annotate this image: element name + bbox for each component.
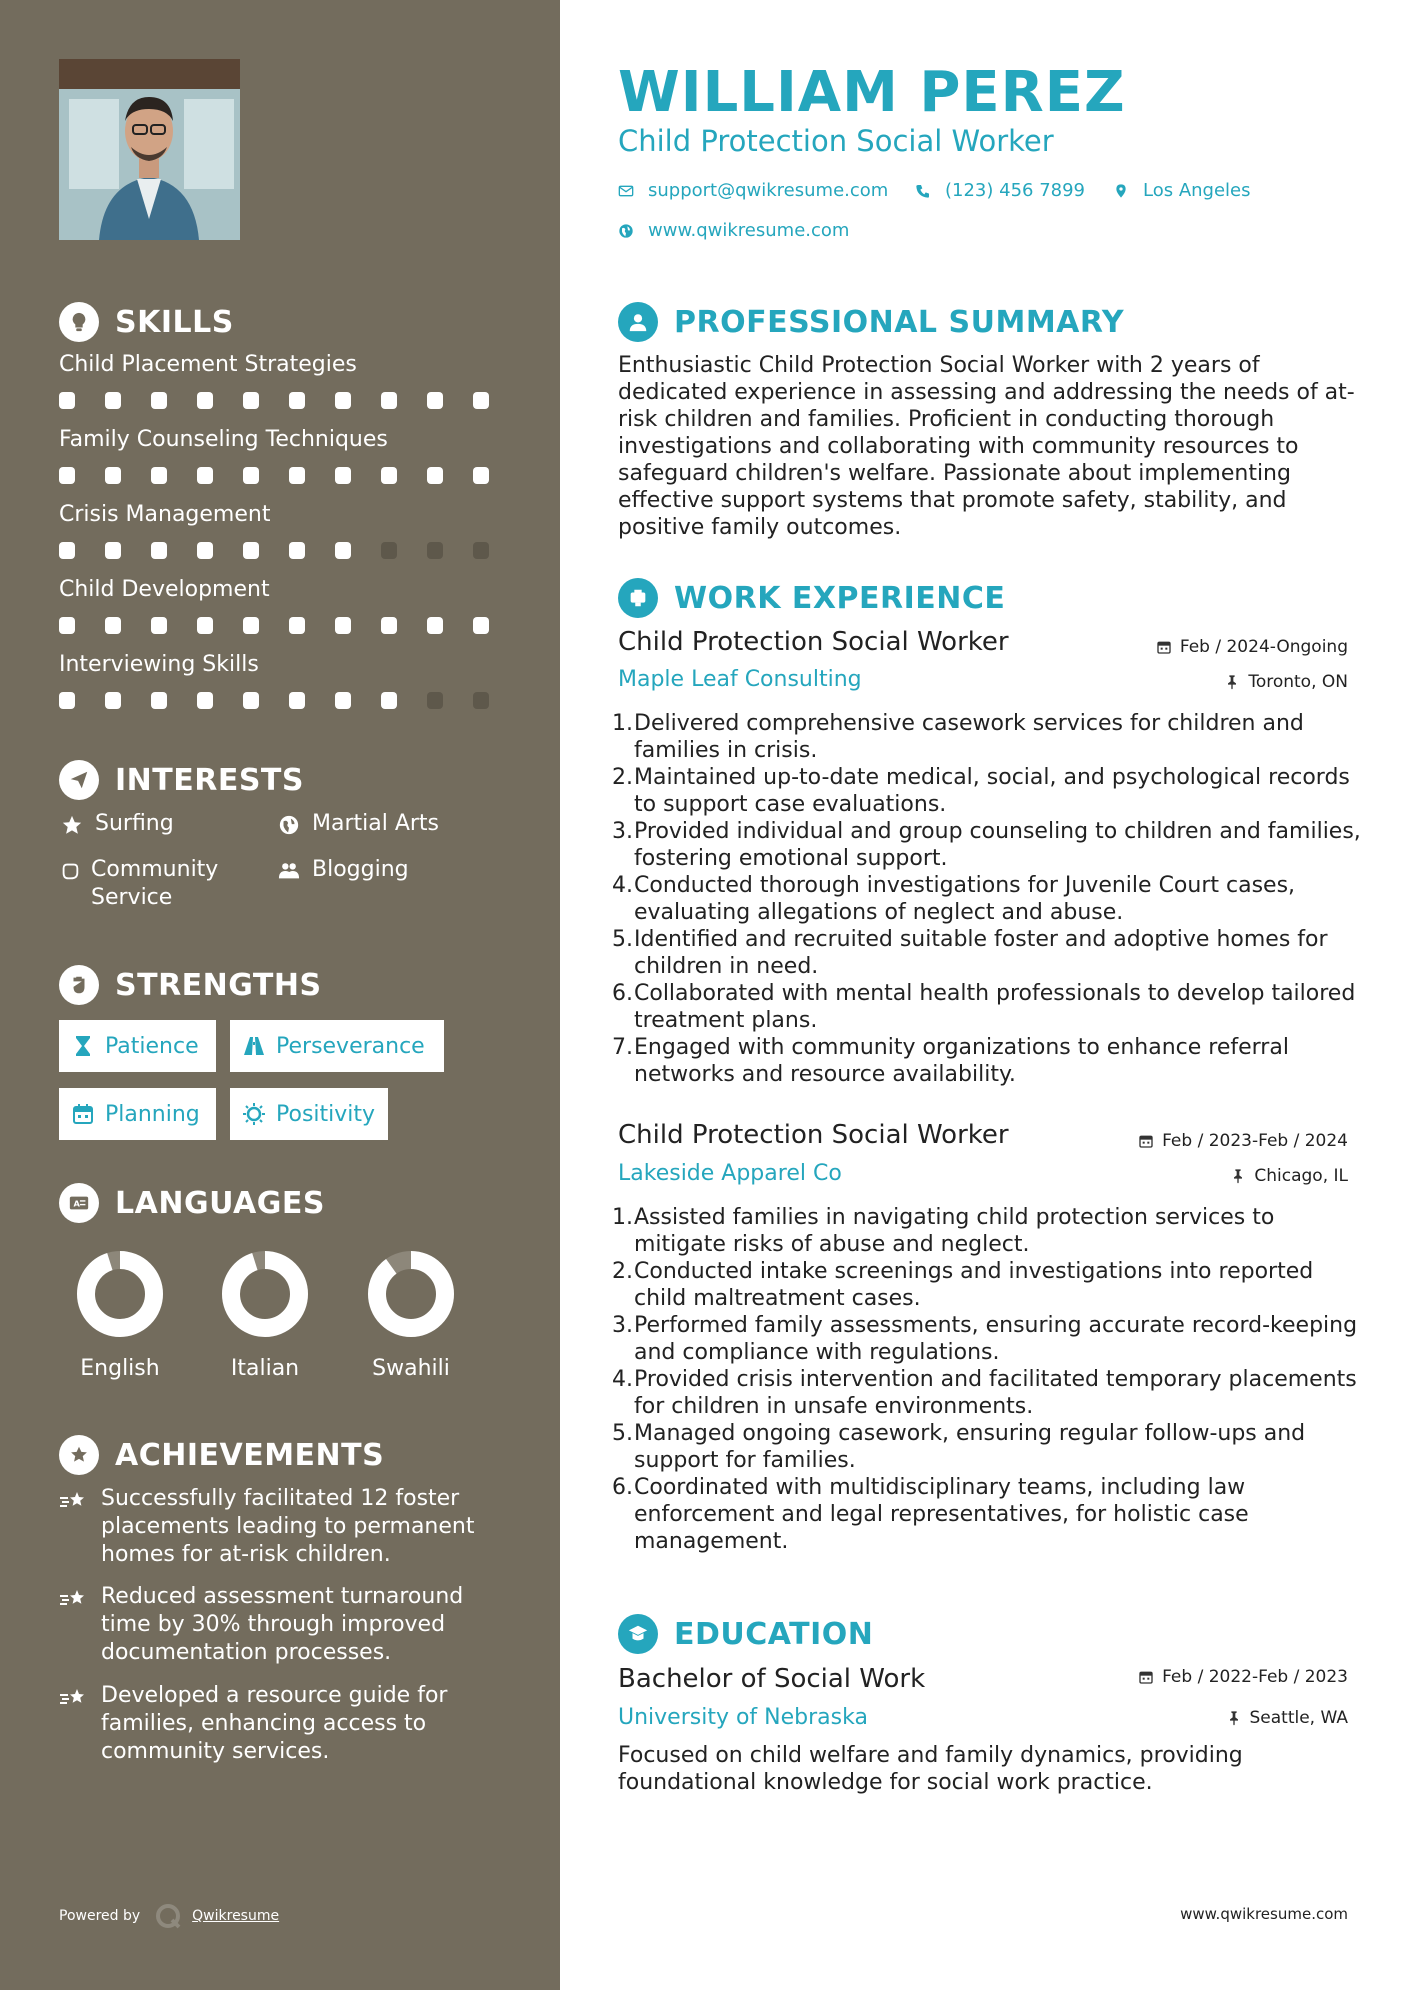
strength-label: Perseverance bbox=[276, 1033, 425, 1059]
skill-dot-filled bbox=[335, 542, 351, 559]
skill-dot-filled bbox=[197, 542, 213, 559]
skill-dot-filled bbox=[473, 617, 489, 634]
road-icon bbox=[242, 1034, 266, 1058]
education-location-text: Seattle, WA bbox=[1249, 1708, 1348, 1728]
users-icon bbox=[276, 856, 302, 882]
education-description: Focused on child welfare and family dynamics, providing foundational knowledge for social work practice. bbox=[618, 1743, 1243, 1795]
language-donut-fill bbox=[231, 1260, 299, 1328]
star-icon bbox=[59, 810, 85, 836]
contact-phone-text: (123) 456 7899 bbox=[945, 180, 1086, 201]
strength-tag bbox=[59, 1020, 216, 1072]
language-donut bbox=[221, 1250, 309, 1338]
strength-tag bbox=[59, 1088, 216, 1140]
strength-tag bbox=[230, 1020, 444, 1072]
skill-name: Child Placement Strategies bbox=[59, 352, 357, 377]
summary-text: Enthusiastic Child Protection Social Worker with 2 years of dedicated experience in assessing and addressing the needs of at-risk children and families. Proficient in conducting thorough investigations and collaborating with community resources to safeguard children's welfare. Passionate about implementing effective support systems that promote safety, stability, and positive family outcomes. bbox=[618, 353, 1355, 540]
shooting-star-icon bbox=[59, 1682, 89, 1718]
sidebar bbox=[0, 0, 560, 1990]
interest-label: Community Service bbox=[91, 857, 219, 910]
sun-icon bbox=[242, 1102, 266, 1126]
job-bullet-text: Collaborated with mental health professionals to develop tailored treatment plans. bbox=[634, 981, 1356, 1033]
profile-photo-illustration bbox=[59, 59, 240, 240]
skill-dot-empty bbox=[427, 542, 443, 559]
achievement-text: Developed a resource guide for families, enhancing access to community services. bbox=[101, 1683, 448, 1764]
graduate-icon bbox=[618, 1614, 658, 1654]
language-donut bbox=[367, 1250, 455, 1338]
achievement-text: Reduced assessment turnaround time by 30% through improved documentation processes. bbox=[101, 1584, 464, 1665]
languages-heading bbox=[59, 1183, 325, 1223]
svg-text:A: A bbox=[73, 1198, 80, 1209]
skill-dot-empty bbox=[381, 542, 397, 559]
strength-label: Patience bbox=[105, 1033, 199, 1059]
skill-dot-empty bbox=[473, 542, 489, 559]
interest-item bbox=[59, 810, 174, 838]
skill-name: Family Counseling Techniques bbox=[59, 427, 388, 452]
job-bullet-text: Managed ongoing casework, ensuring regular follow-ups and support for families. bbox=[634, 1421, 1306, 1473]
job-bullet bbox=[612, 980, 1372, 1034]
summary-heading bbox=[618, 302, 1124, 342]
skill-dot-filled bbox=[289, 467, 305, 484]
fist-icon bbox=[59, 965, 99, 1005]
job-location bbox=[1230, 1166, 1348, 1186]
interest-item bbox=[59, 856, 259, 912]
achievement-item bbox=[59, 1682, 499, 1766]
job-bullet-text: Delivered comprehensive casework services for children and families in crisis. bbox=[634, 711, 1304, 763]
skill-dot-filled bbox=[59, 692, 75, 709]
strength-label: Positivity bbox=[276, 1101, 376, 1127]
skill-rating bbox=[59, 617, 519, 634]
powered-by-brand-link[interactable]: Qwikresume bbox=[192, 1908, 280, 1924]
skill-dot-filled bbox=[59, 617, 75, 634]
main-content bbox=[560, 0, 1407, 1990]
interest-label: Blogging bbox=[312, 857, 409, 882]
job-bullet-number: 7. bbox=[612, 1035, 633, 1060]
skill-dot-filled bbox=[243, 617, 259, 634]
education-location bbox=[1226, 1708, 1349, 1728]
language-item bbox=[351, 1250, 471, 1381]
job-bullet-text: Coordinated with multidisciplinary teams, including law enforcement and legal representatives, for holistic case management. bbox=[634, 1475, 1249, 1554]
powered-by-label: Powered by bbox=[59, 1908, 141, 1924]
skill-dot-filled bbox=[427, 392, 443, 409]
skill-dot-filled bbox=[151, 617, 167, 634]
job-bullet-text: Assisted families in navigating child protection services to mitigate risks of abuse and neglect. bbox=[634, 1205, 1275, 1257]
job-dates-text: Feb / 2024-Ongoing bbox=[1179, 637, 1348, 657]
language-donut-fill bbox=[86, 1260, 154, 1328]
calendar-icon bbox=[1138, 1133, 1154, 1149]
language-name: Italian bbox=[230, 1356, 300, 1381]
skill-dot-filled bbox=[151, 392, 167, 409]
job-bullet bbox=[612, 1474, 1372, 1555]
contact-email-text: support@qwikresume.com bbox=[648, 180, 889, 201]
pin-icon bbox=[1230, 1168, 1246, 1184]
experience-heading bbox=[618, 578, 1005, 618]
skills-heading bbox=[59, 302, 234, 342]
job-bullet-number: 2. bbox=[612, 1259, 633, 1284]
job-bullet-text: Conducted intake screenings and investigations into reported child maltreatment cases. bbox=[634, 1259, 1314, 1311]
skill-rating bbox=[59, 392, 519, 409]
skill-dot-filled bbox=[289, 617, 305, 634]
skill-dot-filled bbox=[243, 692, 259, 709]
job-bullet-number: 4. bbox=[612, 1367, 633, 1392]
skill-dot-filled bbox=[427, 467, 443, 484]
job-bullet bbox=[612, 1366, 1372, 1420]
skill-dot-filled bbox=[197, 392, 213, 409]
skill-dot-filled bbox=[289, 692, 305, 709]
interest-item bbox=[276, 810, 439, 838]
strengths-title: STRENGTHS bbox=[115, 967, 322, 1003]
skill-dot-filled bbox=[197, 467, 213, 484]
lightbulb-icon bbox=[59, 302, 99, 342]
skill-rating bbox=[59, 692, 519, 709]
job-bullet-number: 3. bbox=[612, 1313, 633, 1338]
contact-location bbox=[1113, 180, 1251, 201]
phone-icon bbox=[915, 183, 931, 199]
job-bullet-text: Engaged with community organizations to enhance referral networks and resource availability. bbox=[634, 1035, 1289, 1087]
envelope-icon bbox=[618, 183, 634, 199]
skill-name: Interviewing Skills bbox=[59, 652, 259, 677]
shooting-star-icon bbox=[59, 1583, 89, 1619]
job-bullet-number: 6. bbox=[612, 1475, 633, 1500]
skill-dot-filled bbox=[289, 392, 305, 409]
job-bullet bbox=[612, 818, 1372, 872]
job-bullet bbox=[612, 1258, 1372, 1312]
language-icon bbox=[59, 1183, 99, 1223]
job-location-text: Chicago, IL bbox=[1254, 1166, 1348, 1186]
job-bullet-text: Conducted thorough investigations for Juvenile Court cases, evaluating allegations of neglect and abuse. bbox=[634, 873, 1296, 925]
skill-dot-filled bbox=[381, 392, 397, 409]
skill-dot-filled bbox=[197, 617, 213, 634]
job-bullet bbox=[612, 710, 1372, 764]
skill-dot-filled bbox=[381, 467, 397, 484]
skill-dot-filled bbox=[335, 617, 351, 634]
skill-dot-filled bbox=[335, 467, 351, 484]
skill-dot-filled bbox=[335, 692, 351, 709]
skill-dot-filled bbox=[59, 392, 75, 409]
summary-title: PROFESSIONAL SUMMARY bbox=[674, 304, 1125, 340]
contact-website-text: www.qwikresume.com bbox=[648, 220, 850, 241]
map-pin-icon bbox=[1113, 183, 1129, 199]
skill-rating bbox=[59, 542, 519, 559]
job-bullet-number: 1. bbox=[612, 1205, 633, 1230]
candidate-role: Child Protection Social Worker bbox=[618, 124, 1054, 158]
trophy-star-icon bbox=[59, 1435, 99, 1475]
strengths-heading bbox=[59, 965, 322, 1005]
job-bullet-number: 4. bbox=[612, 873, 633, 898]
strength-tag bbox=[230, 1088, 388, 1140]
calendar-icon bbox=[71, 1102, 95, 1126]
interests-title: INTERESTS bbox=[115, 762, 304, 798]
skill-dot-filled bbox=[59, 467, 75, 484]
user-icon bbox=[618, 302, 658, 342]
education-dates-text: Feb / 2022-Feb / 2023 bbox=[1162, 1667, 1348, 1687]
skill-dot-filled bbox=[151, 692, 167, 709]
pin-icon bbox=[1226, 1710, 1242, 1726]
job-bullet bbox=[612, 1420, 1372, 1474]
job-bullet-text: Provided crisis intervention and facilitated temporary placements for children in unsafe environments. bbox=[634, 1367, 1357, 1419]
hand-icon bbox=[59, 856, 81, 882]
school-name: University of Nebraska bbox=[618, 1705, 868, 1730]
job-title: Child Protection Social Worker bbox=[618, 1120, 1009, 1150]
skill-dot-filled bbox=[335, 392, 351, 409]
education-title: EDUCATION bbox=[674, 1616, 874, 1652]
language-donut bbox=[76, 1250, 164, 1338]
shooting-star-icon bbox=[59, 1485, 89, 1521]
calendar-icon bbox=[1138, 1669, 1154, 1685]
skill-dot-filled bbox=[243, 467, 259, 484]
qwikresume-logo-icon bbox=[154, 1902, 182, 1930]
education-dates bbox=[1138, 1667, 1348, 1687]
skill-dot-filled bbox=[381, 692, 397, 709]
job-bullet-number: 5. bbox=[612, 1421, 633, 1446]
job-bullet-number: 3. bbox=[612, 819, 633, 844]
job-bullet-number: 6. bbox=[612, 981, 633, 1006]
company-name: Maple Leaf Consulting bbox=[618, 667, 862, 692]
skill-name: Crisis Management bbox=[59, 502, 271, 527]
hourglass-icon bbox=[71, 1034, 95, 1058]
achievement-text: Successfully facilitated 12 foster placements leading to permanent homes for at-risk children. bbox=[101, 1486, 475, 1567]
language-item bbox=[60, 1250, 180, 1381]
skill-dot-filled bbox=[151, 467, 167, 484]
pin-icon bbox=[1224, 674, 1240, 690]
job-location-text: Toronto, ON bbox=[1248, 672, 1348, 692]
degree-title: Bachelor of Social Work bbox=[618, 1664, 926, 1694]
job-dates-text: Feb / 2023-Feb / 2024 bbox=[1162, 1131, 1348, 1151]
skill-dot-filled bbox=[427, 617, 443, 634]
skill-dot-filled bbox=[289, 542, 305, 559]
skill-dot-filled bbox=[197, 692, 213, 709]
skill-dot-filled bbox=[243, 542, 259, 559]
contact-phone[interactable] bbox=[915, 180, 1085, 201]
job-bullet-text: Identified and recruited suitable foster and adoptive homes for children in need. bbox=[634, 927, 1328, 979]
globe-icon bbox=[276, 810, 302, 836]
achievement-item bbox=[59, 1485, 499, 1569]
skill-dot-filled bbox=[151, 542, 167, 559]
achievements-heading bbox=[59, 1435, 384, 1475]
globe-icon bbox=[618, 223, 634, 239]
achievement-item bbox=[59, 1583, 499, 1667]
job-bullet-text: Provided individual and group counseling to children and families, fostering emotional support. bbox=[634, 819, 1361, 871]
job-bullet-number: 5. bbox=[612, 927, 633, 952]
briefcase-icon bbox=[618, 578, 658, 618]
contact-website[interactable] bbox=[618, 220, 849, 241]
job-location bbox=[1224, 672, 1348, 692]
job-bullets bbox=[612, 710, 1372, 1088]
job-dates bbox=[1138, 1131, 1348, 1151]
language-name: English bbox=[80, 1356, 160, 1381]
skill-dot-empty bbox=[473, 692, 489, 709]
skill-dot-filled bbox=[381, 617, 397, 634]
language-item bbox=[205, 1250, 325, 1381]
job-bullet bbox=[612, 1034, 1372, 1088]
skill-dot-filled bbox=[473, 392, 489, 409]
job-bullet-text: Maintained up-to-date medical, social, and psychological records to support case evaluations. bbox=[634, 765, 1350, 817]
skill-dot-filled bbox=[105, 692, 121, 709]
job-bullet bbox=[612, 1204, 1372, 1258]
company-name: Lakeside Apparel Co bbox=[618, 1161, 842, 1186]
skill-dot-filled bbox=[105, 542, 121, 559]
experience-title: WORK EXPERIENCE bbox=[674, 580, 1006, 616]
skill-dot-filled bbox=[105, 617, 121, 634]
interest-label: Surfing bbox=[95, 811, 174, 836]
job-bullets bbox=[612, 1204, 1372, 1555]
languages-title: LANGUAGES bbox=[115, 1185, 325, 1221]
job-bullet-number: 2. bbox=[612, 765, 633, 790]
candidate-name: WILLIAM PEREZ bbox=[618, 60, 1126, 125]
calendar-icon bbox=[1156, 639, 1172, 655]
achievements-title: ACHIEVEMENTS bbox=[115, 1437, 385, 1473]
education-heading bbox=[618, 1614, 873, 1654]
job-title: Child Protection Social Worker bbox=[618, 627, 1009, 657]
skill-dot-filled bbox=[105, 467, 121, 484]
job-bullet-number: 1. bbox=[612, 711, 633, 736]
skill-dot-filled bbox=[473, 467, 489, 484]
skill-name: Child Development bbox=[59, 577, 270, 602]
skill-rating bbox=[59, 467, 519, 484]
interest-label: Martial Arts bbox=[312, 811, 440, 836]
interests-heading bbox=[59, 760, 304, 800]
interest-item bbox=[276, 856, 409, 884]
paper-plane-icon bbox=[59, 760, 99, 800]
strength-label: Planning bbox=[105, 1101, 200, 1127]
contact-email[interactable] bbox=[618, 180, 888, 201]
skills-title: SKILLS bbox=[115, 304, 234, 340]
skill-dot-empty bbox=[427, 692, 443, 709]
language-donut-fill bbox=[377, 1260, 445, 1328]
job-bullet bbox=[612, 764, 1372, 818]
profile-photo bbox=[59, 59, 240, 240]
job-bullet bbox=[612, 872, 1372, 926]
job-dates bbox=[1156, 637, 1348, 657]
job-bullet bbox=[612, 926, 1372, 980]
powered-by bbox=[59, 1902, 279, 1930]
contact-location-text: Los Angeles bbox=[1143, 180, 1251, 201]
footer-website-link[interactable]: www.qwikresume.com bbox=[1180, 1905, 1348, 1923]
job-bullet-text: Performed family assessments, ensuring accurate record-keeping and compliance with regulations. bbox=[634, 1313, 1358, 1365]
skill-dot-filled bbox=[105, 392, 121, 409]
skill-dot-filled bbox=[59, 542, 75, 559]
job-bullet bbox=[612, 1312, 1372, 1366]
language-name: Swahili bbox=[372, 1356, 450, 1381]
skill-dot-filled bbox=[243, 392, 259, 409]
